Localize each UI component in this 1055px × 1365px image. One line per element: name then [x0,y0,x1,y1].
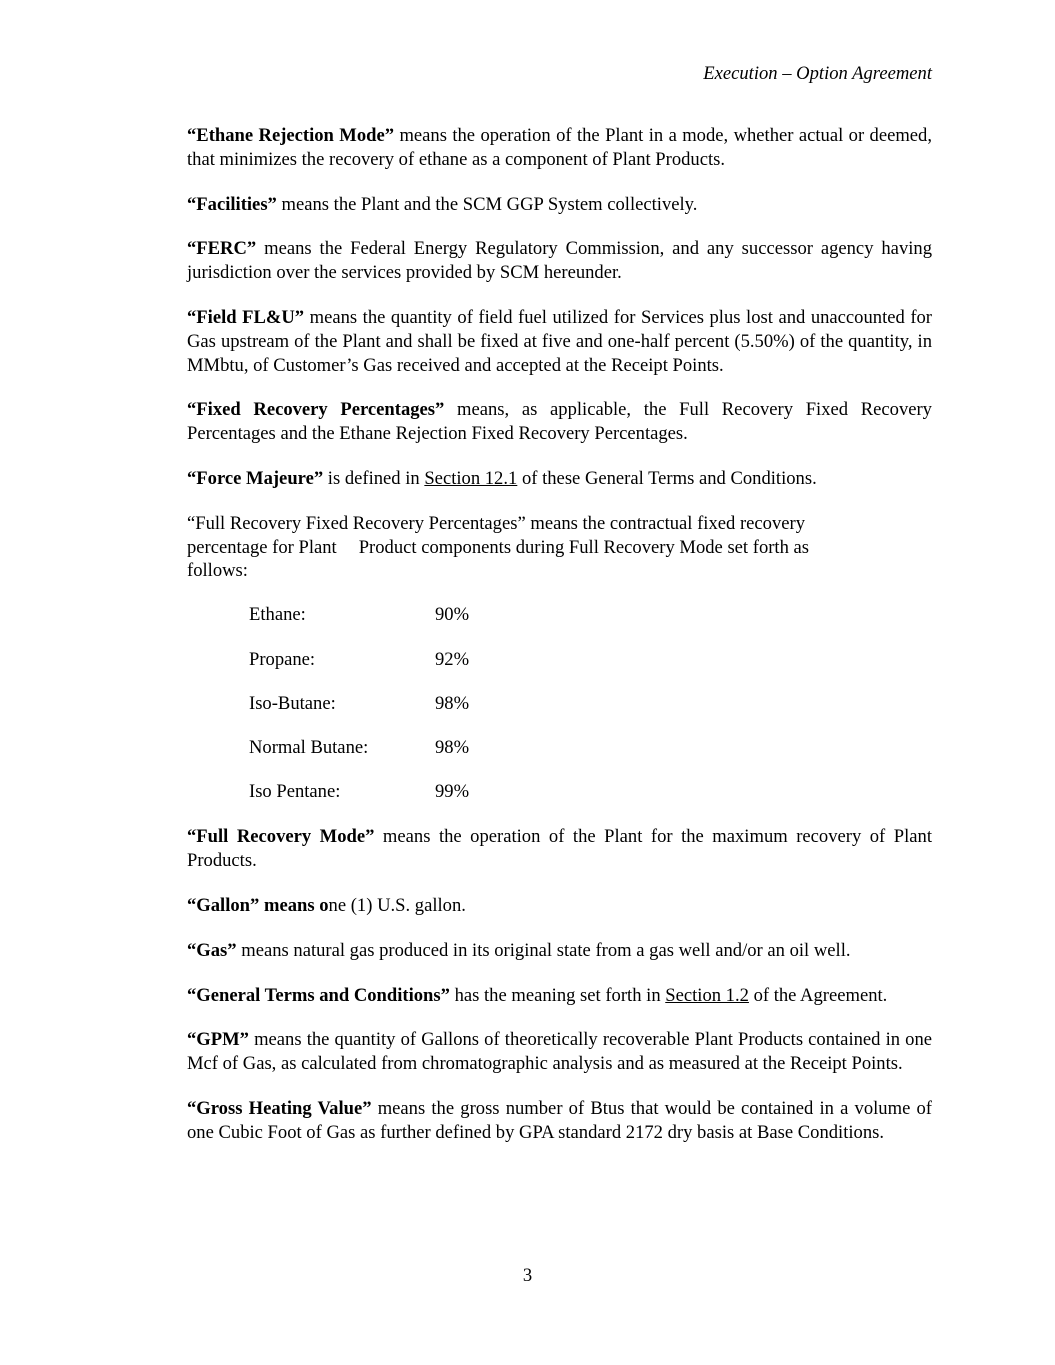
definition-text: is defined in [323,467,425,489]
definition-text: of these General Terms and Conditions. [517,467,817,489]
definition-text: means the operation of the Plant for the maximum recovery of Plant Products. [187,826,932,872]
definition-facilities [187,193,932,217]
definition-force-majeure [187,467,932,491]
definition-text: means the quantity of Gallons of theoretically recoverable Plant Products contained in one Mcf of Gas, as calculated from chromatographic analysis and as measured at the Receipt Points. [187,1029,932,1075]
table-row [249,648,932,672]
component-value: 98% [435,692,470,714]
defined-term: “Fixed Recovery Percentages” [187,399,445,421]
table-row [249,603,932,627]
defined-term: “Full Recovery Mode” [187,826,375,848]
table-row [249,692,932,716]
definition-fixed-recovery-percentages [187,398,932,446]
defined-term: “Gross Heating Value” [187,1097,372,1119]
definition-line [187,536,932,560]
defined-term: “Force Majeure” [187,467,324,489]
defined-term: “Full Recovery Fixed Recovery Percentages” [187,512,526,534]
running-header: Execution – Option Agreement [703,63,932,84]
definition-gross-heating-value [187,1097,932,1145]
table-row [249,780,932,804]
defined-term: “FERC” [187,238,257,260]
definition-text: follows: [187,560,248,582]
definition-line [187,559,932,583]
page-number: 3 [522,1265,533,1286]
definition-text: means the Plant and the SCM GGP System collectively. [276,193,698,215]
definition-gpm [187,1028,932,1076]
definition-text: means the Federal Energy Regulatory Commission, and any successor agency having jurisdiction over the services provided by SCM hereunder. [187,238,932,284]
component-name: Propane: [249,648,316,670]
definition-ethane-rejection-mode [187,124,932,172]
definition-text: means, as applicable, the Full Recovery Fixed Recovery Percentages and the Ethane Rejection Fixed Recovery Percentages. [187,399,932,445]
table-row [249,736,932,760]
component-value: 90% [435,604,470,626]
component-name: Iso-Butane: [249,692,336,714]
definition-field-flu [187,306,932,377]
defined-term: “General Terms and Conditions” [187,984,450,1006]
definition-text: means the contractual fixed recovery [525,512,805,534]
defined-term: “Field FL&U” [187,306,305,328]
definition-text: means the gross number of Btus that would be contained in a volume of one Cubic Foot of Gas as further defined by GPA standard 2172 dry basis at Base Conditions. [187,1097,932,1143]
component-value: 99% [435,780,470,802]
definition-text: has the meaning set forth in [449,984,666,1006]
recovery-percentage-table [249,603,932,803]
definition-text: means the operation of the Plant in a mode, whether actual or deemed, that minimizes the recovery of ethane as a component of Plant Products. [187,125,932,170]
definition-text: means natural gas produced in its original state from a gas well and/or an oil well. [236,939,851,961]
component-name: Ethane: [249,604,306,626]
document-body [187,124,932,1144]
component-value: 98% [435,737,470,759]
definition-ferc [187,237,932,285]
component-name: Iso Pentane: [249,780,341,802]
component-value: 92% [435,648,470,670]
section-reference-link[interactable]: Section 12.1 [424,467,518,489]
defined-term: “Gallon” means o [187,894,329,916]
definition-text: ne (1) U.S. gallon. [328,894,466,916]
defined-term: “Facilities” [187,193,277,215]
defined-term: “Gas” [187,939,237,961]
section-reference-link[interactable]: Section 1.2 [665,984,749,1006]
definition-text: means the quantity of field fuel utilized for Services plus lost and unaccounted for Gas upstream of the Plant and shall be fixed at five and one-half percent (5.50%) of the quantity, in MMbtu, of Customer’s Gas received and accepted at the Receipt Points. [187,306,933,376]
definition-line [187,512,932,536]
definition-gallon [187,894,932,918]
defined-term: “Ethane Rejection Mode” [187,125,395,146]
definition-text: of the Agreement. [748,984,888,1006]
component-name: Normal Butane: [249,737,369,759]
defined-term: “GPM” [187,1029,249,1051]
definition-full-recovery-mode [187,825,932,873]
definition-text: percentage for Plant [187,536,337,558]
definition-gas [187,939,932,963]
definition-full-recovery-fixed-recovery-percentages [187,512,932,804]
definition-text: Product components during Full Recovery Mode set forth as [358,536,810,558]
definition-general-terms-and-conditions [187,984,932,1008]
